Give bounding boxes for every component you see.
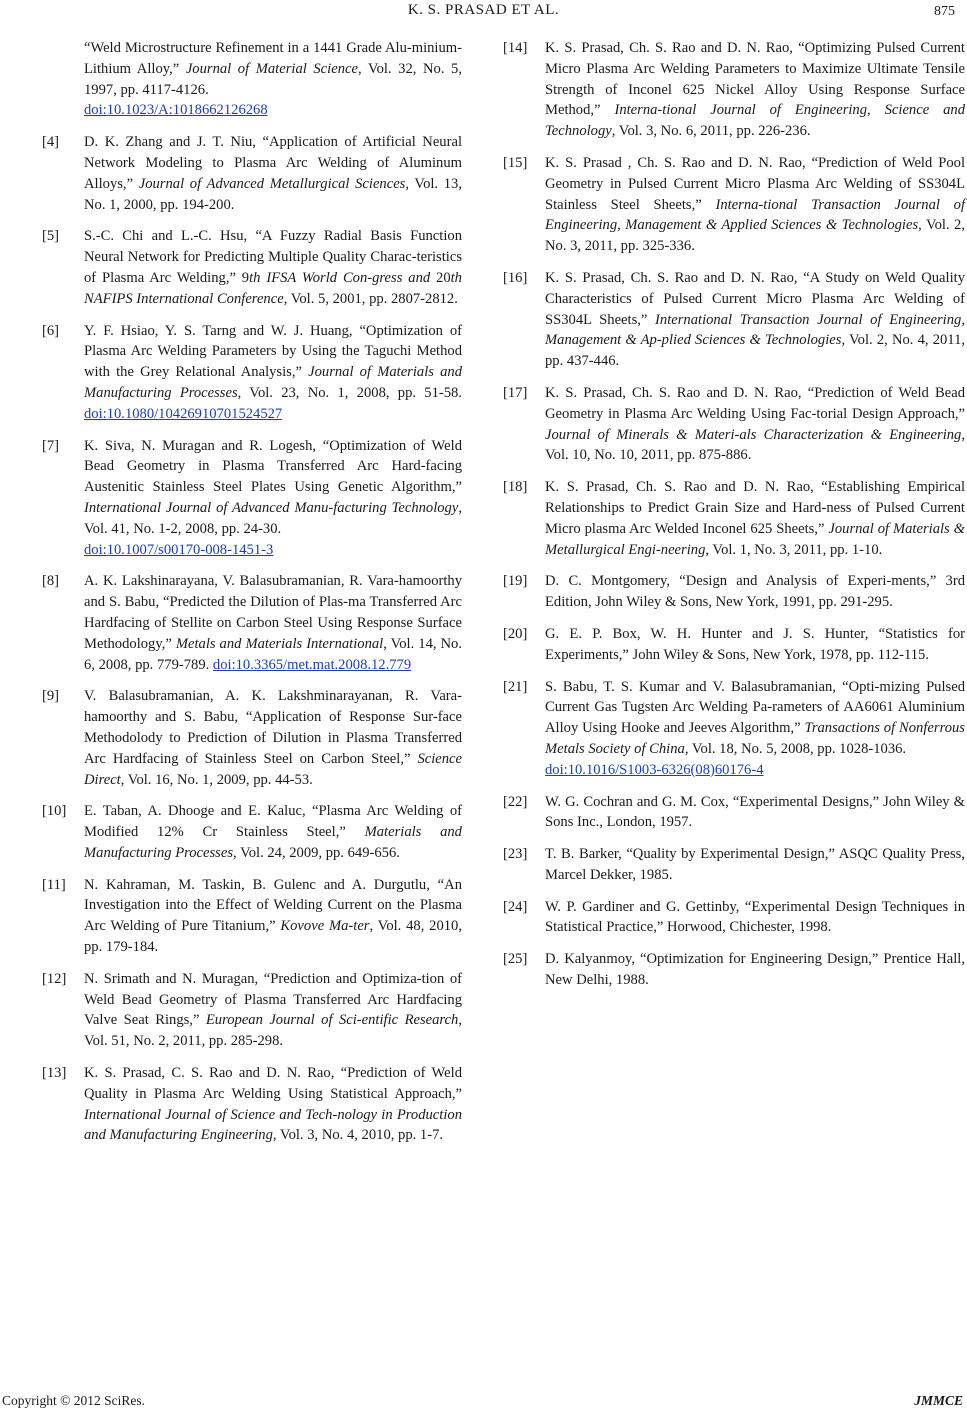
reference-number: [21] — [503, 678, 528, 695]
reference-number: [5] — [42, 228, 60, 245]
reference-entry — [503, 571, 965, 613]
reference-entry — [503, 677, 965, 781]
reference-authors-title: K. S. Prasad, Ch. S. Rao and D. N. Rao, “Optimizing Pulsed Current Micro Plasma Arc Welding Parameters to Maximize Ultimate Tensile Strength of Inconel 625 Nickel Alloy Using Response Surface Method,” — [545, 40, 965, 119]
reference-entry — [503, 477, 965, 560]
reference-authors-title: K. S. Prasad , Ch. S. Rao and D. N. Rao, “Prediction of Weld Pool Geometry in Pulsed Current Micro Plasma Arc Welding of SS304L Stainless Steel Sheets,” — [545, 154, 965, 213]
reference-entry — [503, 383, 965, 466]
reference-entry — [42, 321, 462, 425]
reference-authors-title: Y. F. Hsiao, Y. S. Tarng and W. J. Huang, “Optimization of Plasma Arc Welding Parameters by Using the Taguchi Method with the Grey Relational Analysis,” — [84, 322, 462, 381]
reference-text — [84, 323, 462, 422]
doi-link[interactable]: doi:10.3365/met.mat.2008.12.779 — [212, 656, 412, 673]
reference-details: 20 — [436, 269, 451, 286]
reference-entry — [42, 38, 462, 121]
reference-authors-title: N. Kahraman, M. Taskin, B. Gulenc and A. Durgutlu, “An Investigation into the Effect of Welding Current on the Plasma Arc Welding of Pure Titanium,” — [84, 876, 462, 935]
reference-details: , Vol. 51, No. 2, 2011, pp. 285-298. — [84, 1012, 462, 1050]
reference-text — [545, 846, 965, 883]
reference-authors-title: D. Kalyanmoy, “Optimization for Engineering Design,” Prentice Hall, New Delhi, 1988. — [545, 951, 965, 989]
reference-entry — [42, 801, 462, 863]
reference-details-extra: , Vol. 3, No. 6, 2011, pp. 226-236. — [611, 123, 811, 140]
reference-details: , Vol. 32, No. 5, 1997, pp. 4117-4126. — [84, 60, 463, 98]
reference-entry — [42, 226, 462, 309]
reference-text — [545, 155, 965, 254]
reference-authors-title: “Weld Microstructure Refinement in a 1441 Grade Alu-minium-Lithium Alloy,” — [84, 40, 462, 77]
reference-number: [22] — [503, 793, 528, 810]
reference-details-extra: , Vol. 2, No. 3, 2011, pp. 325-336. — [545, 217, 966, 255]
reference-entry — [503, 897, 965, 939]
reference-authors-title: K. S. Prasad, Ch. S. Rao and D. N. Rao, “A Study on Weld Quality Characteristics of Pulsed Current Micro Plasma Arc Welding of SS304L Sheets,” — [545, 269, 965, 328]
reference-details: , Vol. 14, No. 6, 2008, pp. 779-789. — [84, 635, 462, 673]
reference-text — [84, 228, 462, 306]
reference-authors-title: N. Srimath and N. Muragan, “Prediction and Optimiza-tion of Weld Bead Geometry of Plasma Transferred Arc Hardfacing Valve Seat Rings,” — [84, 970, 462, 1029]
reference-authors-title: K. S. Prasad, Ch. S. Rao and D. N. Rao, “Establishing Empirical Relationships to Predict Grain Size and Hard-ness of Pulsed Current Micro plasma Arc Welded Inconel 625 Sheets,” — [545, 479, 965, 537]
reference-authors-title: T. B. Barker, “Quality by Experimental Design,” ASQC Quality Press, Marcel Dekker, 1985. — [545, 846, 965, 883]
reference-number: [10] — [42, 803, 67, 820]
reference-source: th IFSA World Con-gress and — [249, 269, 437, 286]
reference-number: [17] — [503, 384, 528, 401]
reference-text — [545, 385, 965, 463]
reference-entry — [42, 875, 462, 958]
reference-entry — [503, 844, 965, 886]
reference-text — [84, 971, 462, 1049]
reference-entry — [503, 38, 965, 142]
reference-number: [16] — [503, 269, 528, 286]
reference-source: European Journal of Sci-entific Research — [205, 1012, 459, 1029]
reference-source: Materials and Manufacturing Processes — [84, 824, 462, 861]
reference-details: , — [867, 102, 885, 119]
copyright-notice: Copyright © 2012 SciRes. — [2, 1393, 146, 1408]
reference-text — [545, 270, 965, 369]
reference-source: International Journal of Science and Tech-nology in Production and Manufacturing Engineering — [84, 1106, 462, 1144]
references-right-column — [503, 38, 965, 1002]
reference-entry — [42, 571, 462, 675]
reference-source: International Journal of Advanced Manu-facturing Technology — [84, 499, 459, 516]
running-head: K. S. PRASAD ET AL. — [407, 2, 560, 18]
reference-entry — [42, 686, 462, 790]
reference-text — [545, 679, 965, 778]
reference-text — [84, 573, 462, 672]
reference-source: International Transaction Journal of Engineering, Management & Ap-plied Sciences & Technologies — [545, 311, 965, 349]
reference-source: Interna-tional Journal of Engineering — [614, 102, 868, 119]
reference-source: Journal of Minerals & Materi-als Characterization & Engineering — [545, 426, 962, 443]
reference-entry — [503, 792, 965, 834]
reference-authors-title: W. G. Cochran and G. M. Cox, “Experimental Designs,” John Wiley & Sons Inc., London, 1957. — [545, 793, 965, 831]
reference-number: [11] — [42, 876, 66, 893]
reference-source: Journal of Material Science — [185, 60, 358, 77]
reference-authors-title: D. K. Zhang and J. T. Niu, “Application of Artificial Neural Network Modeling to Plasma Arc Welding of Aluminum Alloys,” — [84, 134, 462, 192]
reference-entry — [503, 268, 965, 372]
reference-text — [84, 438, 462, 558]
reference-source: Transactions of Nonferrous Metals Society of China — [545, 720, 965, 757]
reference-text — [545, 479, 965, 557]
reference-text — [84, 1065, 462, 1143]
reference-number: [20] — [503, 625, 528, 642]
reference-number: [13] — [42, 1065, 67, 1082]
doi-link[interactable]: doi:10.1023/A:1018662126268 — [84, 102, 268, 119]
reference-authors-title: A. K. Lakshinarayana, V. Balasubramanian, R. Vara-hamoorthy and S. Babu, “Predicted the Dilution of Plas-ma Transferred Arc Hardfacing of Stellite on Carbon Steel Using Response Surface Methodology,” — [84, 573, 462, 652]
reference-number: [7] — [42, 437, 60, 454]
reference-entry — [42, 1063, 462, 1146]
reference-details: , Vol. 41, No. 1-2, 2008, pp. 24-30. — [84, 499, 462, 537]
reference-source-extra: th NAFIPS International Conference — [84, 269, 462, 307]
reference-number: [8] — [42, 573, 60, 590]
reference-authors-title: V. Balasubramanian, A. K. Lakshminarayanan, R. Vara-hamoorthy and S. Babu, “Application of Response Sur-face Methodolody to Prediction of Dilution in Plasma Transferred Arc Hardfacing of Stainless Steel on Carbon Steel,” — [84, 688, 462, 767]
page-number: 875 — [934, 4, 955, 19]
reference-source: Journal of Materials and Manufacturing Processes — [84, 364, 462, 401]
reference-text — [84, 134, 462, 212]
reference-details: , — [617, 217, 626, 234]
reference-text — [84, 40, 462, 118]
reference-number: [19] — [503, 573, 528, 590]
reference-entry — [42, 436, 462, 561]
reference-number: [9] — [42, 688, 60, 705]
page-footer — [0, 1393, 967, 1414]
reference-authors-title: E. Taban, A. Dhooge and E. Kaluc, “Plasma Arc Welding of Modified 12% Cr Stainless Steel,” — [84, 803, 462, 841]
reference-entry — [42, 132, 462, 215]
reference-details: , Vol. 3, No. 4, 2010, pp. 1-7. — [272, 1127, 444, 1144]
reference-details: , Vol. 2, No. 4, 2011, pp. 437-446. — [545, 332, 966, 370]
reference-details-extra: , Vol. 5, 2001, pp. 2807-2812. — [283, 290, 458, 307]
reference-text — [84, 688, 462, 787]
reference-authors-title: S.-C. Chi and L.-C. Hsu, “A Fuzzy Radial Basis Function Neural Network for Predicting Multiple Quality Charac-teristics of Plasma Arc Welding,” 9 — [84, 228, 462, 286]
reference-source: Journal of Materials & Metallurgical Engi-neering — [545, 520, 965, 558]
doi-link[interactable]: doi:10.1016/S1003-6326(08)60176-4 — [545, 761, 764, 778]
reference-source: Metals and Materials International — [175, 635, 384, 652]
reference-details: , Vol. 1, No. 3, 2011, pp. 1-10. — [705, 541, 883, 558]
reference-source-extra: Science and Technology — [545, 102, 965, 140]
reference-number: [15] — [503, 154, 528, 171]
reference-number: [24] — [503, 898, 528, 915]
reference-number: [25] — [503, 951, 528, 968]
reference-number: [6] — [42, 322, 60, 339]
reference-source: Science Direct — [84, 750, 462, 788]
reference-text — [545, 899, 965, 936]
reference-authors-title: W. P. Gardiner and G. Gettinby, “Experimental Design Techniques in Statistical Practice,” Horwood, Chichester, 1998. — [545, 898, 965, 936]
reference-source: Journal of Advanced Metallurgical Sciences — [138, 175, 406, 192]
reference-text — [545, 40, 965, 139]
reference-details: , Vol. 13, No. 1, 2000, pp. 194-200. — [84, 175, 462, 213]
reference-details: , Vol. 16, No. 1, 2009, pp. 44-53. — [120, 771, 313, 788]
reference-text — [545, 626, 965, 663]
references-left-column — [42, 38, 462, 1157]
reference-number: [4] — [42, 134, 60, 151]
reference-text — [84, 803, 462, 861]
reference-authors-title: K. Siva, N. Muragan and R. Logesh, “Optimization of Weld Bead Geometry in Plasma Transferred Arc Hard-facing Austenitic Stainless Steel Plates Using Genetic Algorithm,” — [84, 437, 462, 496]
reference-text — [84, 877, 462, 955]
page-header — [0, 0, 967, 24]
reference-entry — [503, 949, 965, 991]
reference-number: [23] — [503, 846, 528, 863]
reference-details: , Vol. 10, No. 10, 2011, pp. 875-886. — [545, 426, 965, 464]
reference-authors-title: S. Babu, T. S. Kumar and V. Balasubramanian, “Opti-mizing Pulsed Current Gas Tugsten Arc Welding Pa-rameters of AA6061 Aluminium Alloy Using Hooke and Jeeves Algorithm,” — [545, 678, 965, 737]
reference-details: , Vol. 48, 2010, pp. 179-184. — [84, 918, 462, 956]
reference-number: [18] — [503, 479, 528, 496]
doi-link[interactable]: doi:10.1080/10426910701524527 — [84, 405, 283, 422]
reference-entry — [503, 624, 965, 666]
reference-details: , Vol. 23, No. 1, 2008, pp. 51-58. — [237, 384, 462, 401]
reference-details: , Vol. 18, No. 5, 2008, pp. 1028-1036. — [684, 740, 907, 757]
reference-text — [545, 951, 965, 988]
reference-authors-title: D. C. Montgomery, “Design and Analysis of Experi-ments,” 3rd Edition, John Wiley & Sons, New York, 1991, pp. 291-295. — [545, 573, 965, 611]
reference-number: [14] — [503, 40, 528, 56]
reference-authors-title: G. E. P. Box, W. H. Hunter and J. S. Hunter, “Statistics for Experiments,” John Wiley & Sons, New York, 1978, pp. 112-115. — [545, 625, 965, 663]
reference-entry — [42, 969, 462, 1052]
reference-authors-title: K. S. Prasad, Ch. S. Rao and D. N. Rao, “Prediction of Weld Bead Geometry in Plasma Arc Welding Using Fac-torial Design Approach,” — [545, 384, 965, 422]
reference-text — [545, 573, 965, 610]
reference-source: Kovove Ma-ter — [280, 918, 370, 935]
reference-source-extra: Management & Applied Sciences & Technologies — [625, 217, 919, 234]
reference-text — [545, 794, 965, 831]
reference-authors-title: K. S. Prasad, C. S. Rao and D. N. Rao, “Prediction of Weld Quality in Plasma Arc Welding Using Statistical Approach,” — [84, 1065, 462, 1102]
reference-number: [12] — [42, 970, 67, 987]
doi-link[interactable]: doi:10.1007/s00170-008-1451-3 — [84, 541, 274, 558]
reference-source: Interna-tional Transaction Journal of Engineering — [545, 196, 965, 234]
journal-abbreviation: JMMCE — [914, 1393, 963, 1408]
reference-entry — [503, 153, 965, 257]
reference-details: , Vol. 24, 2009, pp. 649-656. — [233, 844, 400, 861]
